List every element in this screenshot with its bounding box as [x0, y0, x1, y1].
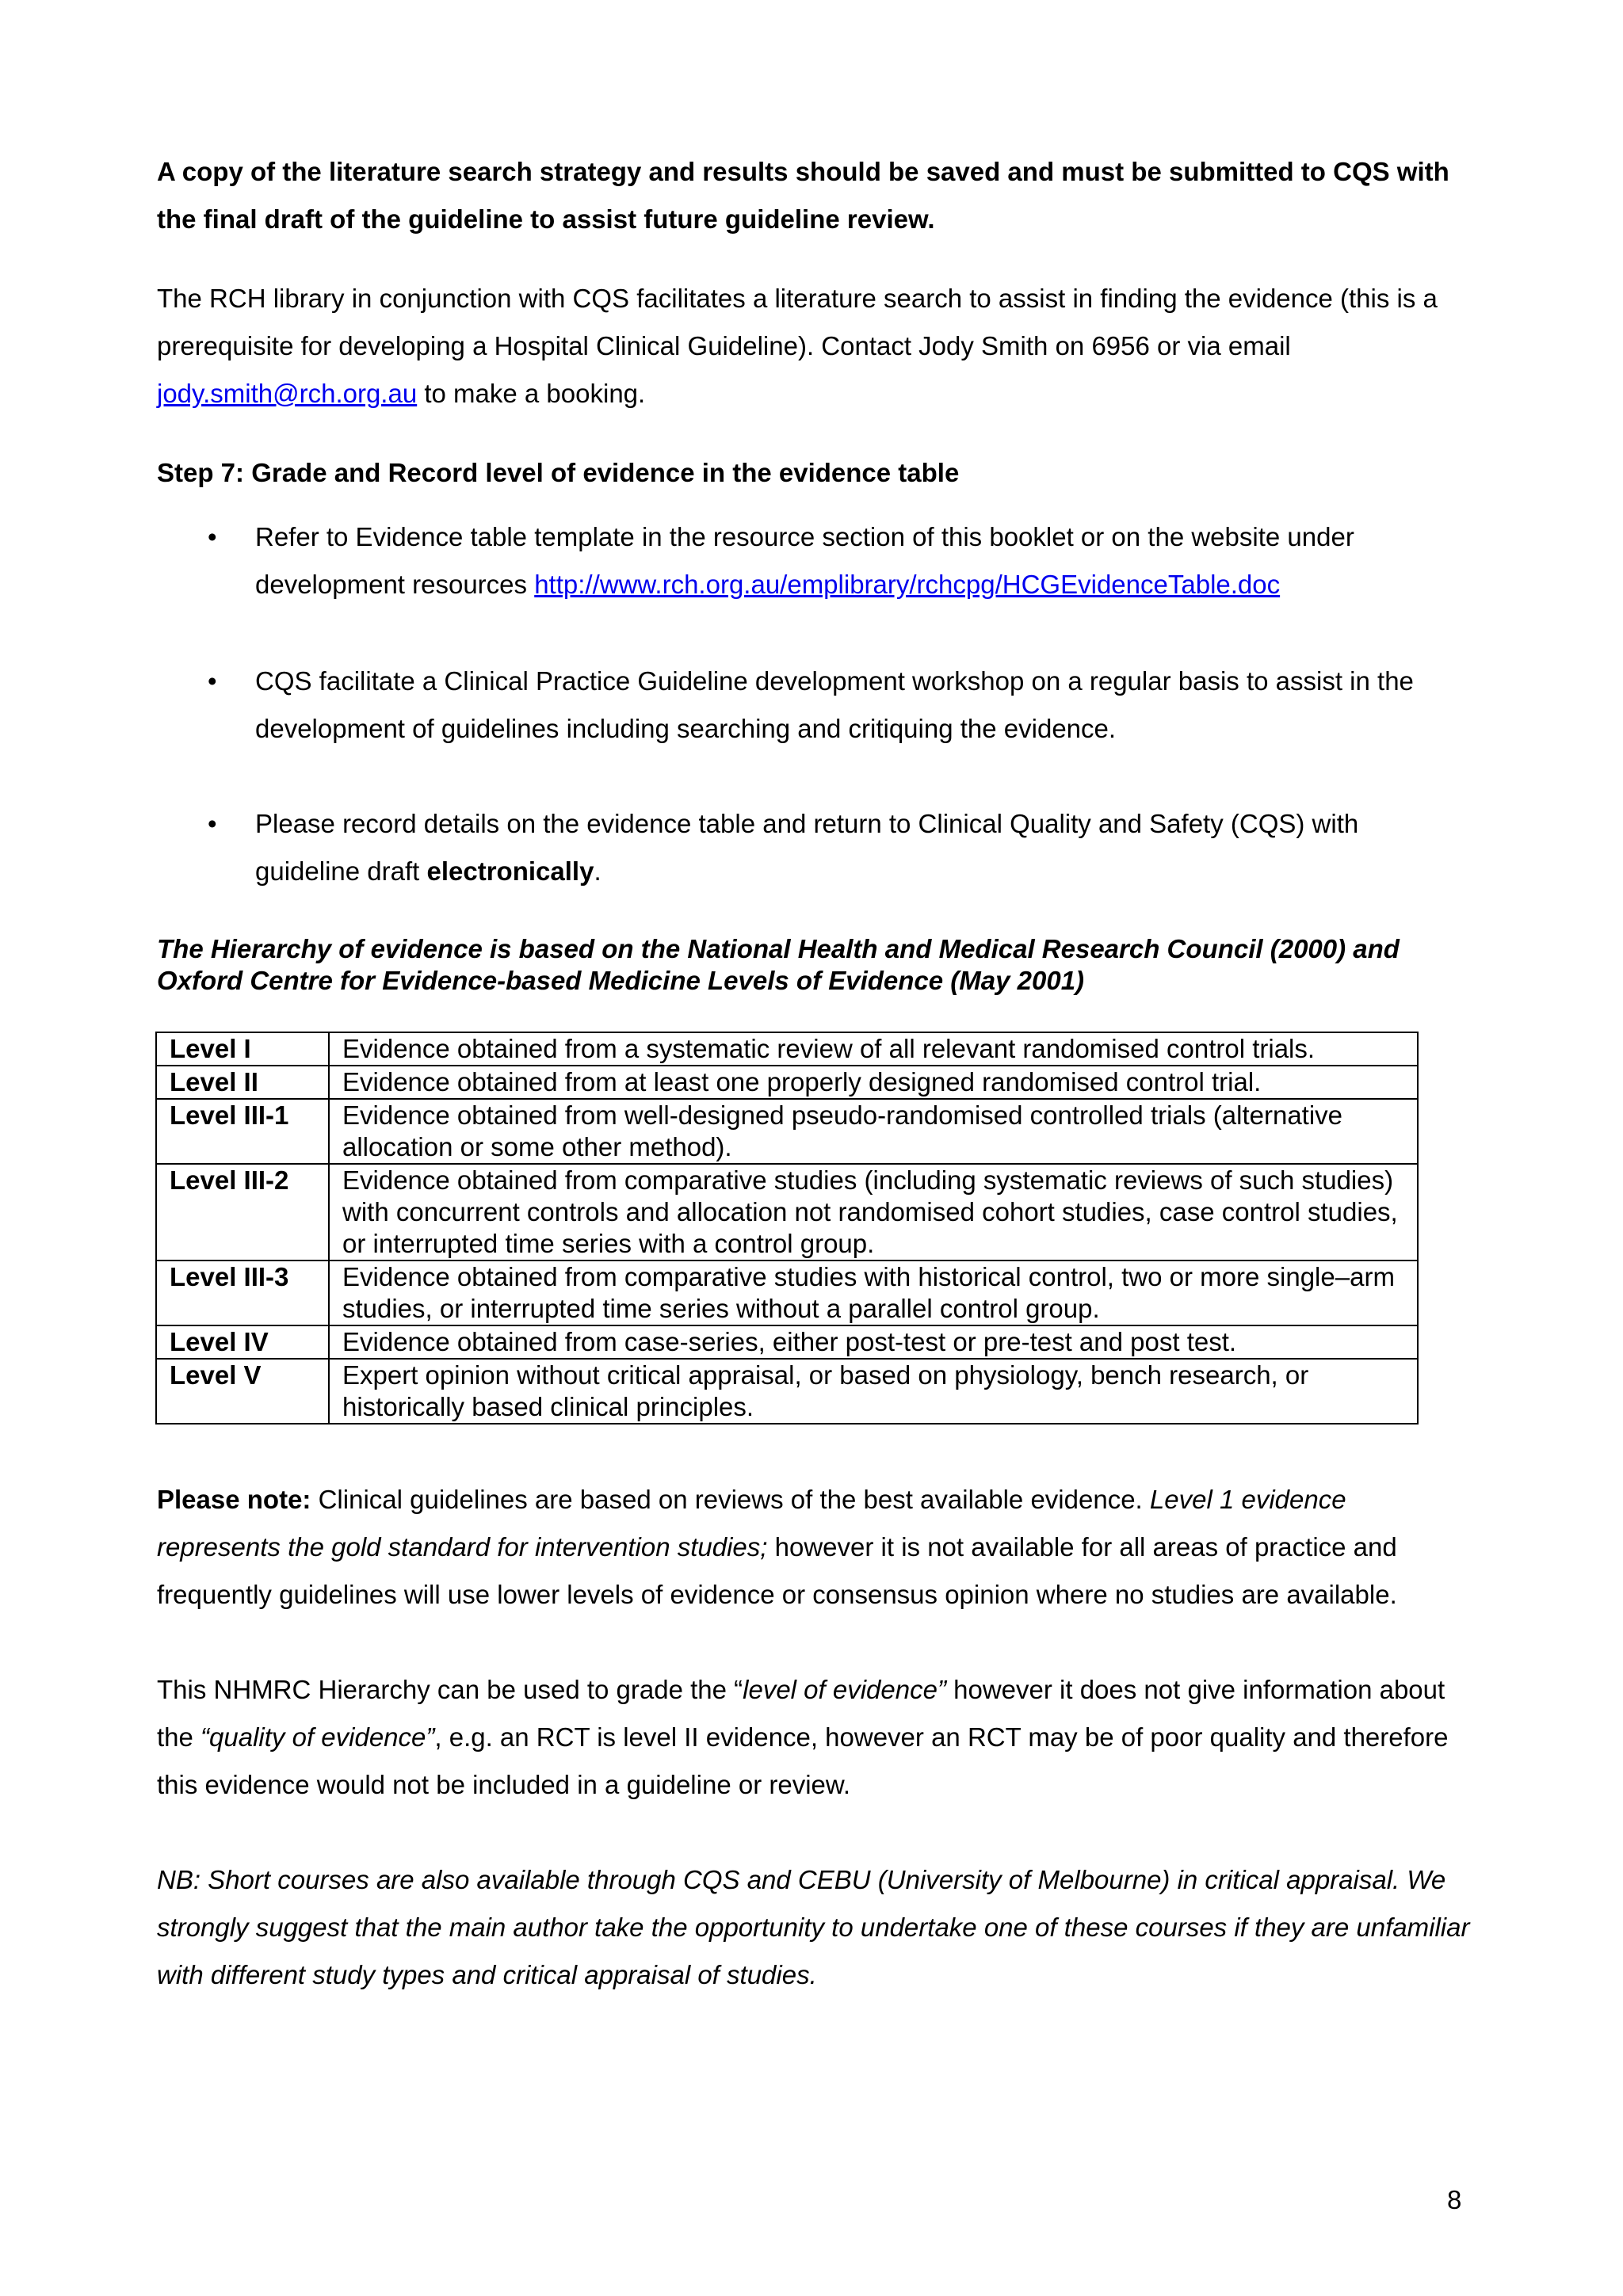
table-row — [156, 1164, 1418, 1261]
nb-paragraph: NB: Short courses are also available through CQS and CEBU (University of Melbourne) in critical appraisal. We strongly suggest that the main author take the opportunity to undertake one of these courses if they are unfamiliar with different study types and critical appraisal of studies. — [157, 1865, 1470, 1989]
bullet-icon: • — [208, 666, 217, 696]
bullet-3-bold: electronically — [426, 856, 594, 886]
description-cell: Evidence obtained from a systematic review of all relevant randomised control trials. — [329, 1032, 1418, 1066]
step7-heading: Step 7: Grade and Record level of evidence in the evidence table — [157, 458, 960, 487]
evidence-table-link[interactable]: http://www.rch.org.au/emplibrary/rchcpg/HCGEvidenceTable.doc — [534, 570, 1281, 599]
bullet-icon: • — [208, 522, 217, 551]
email-link[interactable]: jody.smith@rch.org.au — [157, 379, 418, 408]
level-cell: Level III-2 — [156, 1164, 329, 1261]
level-cell: Level II — [156, 1066, 329, 1099]
note-text: Clinical guidelines are based on reviews of the best available evidence. — [311, 1485, 1150, 1514]
description-cell: Evidence obtained from comparative studies with historical control, two or more single–arm studies, or interrupted time series without a parallel control group. — [329, 1261, 1418, 1325]
library-text-end: to make a booking. — [417, 379, 646, 408]
description-cell: Expert opinion without critical appraisal, or based on physiology, bench research, or historically based clinical principles. — [329, 1359, 1418, 1424]
description-cell: Evidence obtained from well-designed pseudo-randomised controlled trials (alternative allocation or some other method). — [329, 1099, 1418, 1164]
library-paragraph — [157, 275, 1472, 418]
bullet-icon: • — [208, 809, 217, 838]
table-row — [156, 1066, 1418, 1099]
level-cell: Level I — [156, 1032, 329, 1066]
level-cell: Level III-3 — [156, 1261, 329, 1325]
nhmrc-italic-1: level of evidence” — [743, 1675, 946, 1704]
page-number: 8 — [1447, 2185, 1462, 2214]
nhmrc-italic-2: “quality of evidence” — [200, 1722, 435, 1752]
bullet-3-text: Please record details on the evidence table and return to Clinical Quality and Safety (CQS) with guideline draft — [255, 809, 1359, 886]
table-row — [156, 1325, 1418, 1359]
hierarchy-heading: The Hierarchy of evidence is based on the National Health and Medical Research Council (2000) and Oxford Centre for Evidence-based Medicine Levels of Evidence (May 2001) — [157, 934, 1400, 995]
bullet-record-details — [255, 800, 1468, 895]
level-cell: Level V — [156, 1359, 329, 1424]
table-row — [156, 1099, 1418, 1164]
table-row — [156, 1261, 1418, 1325]
table-row — [156, 1032, 1418, 1066]
evidence-levels-table — [155, 1032, 1419, 1425]
description-cell: Evidence obtained from case-series, either post-test or pre-test and post test. — [329, 1325, 1418, 1359]
bullet-1-text: Refer to Evidence table template in the resource section of this booklet or on the website under development resources — [255, 522, 1354, 599]
description-cell: Evidence obtained from at least one properly designed randomised control trial. — [329, 1066, 1418, 1099]
nhmrc-paragraph — [157, 1666, 1472, 1809]
please-note-label: Please note: — [157, 1485, 311, 1514]
level-cell: Level III-1 — [156, 1099, 329, 1164]
please-note-paragraph — [157, 1476, 1472, 1619]
description-cell: Evidence obtained from comparative studies (including systematic reviews of such studies) with concurrent controls and allocation not randomised cohort studies, case control studies, or interrupted time series with a control group. — [329, 1164, 1418, 1261]
bullet-workshop: CQS facilitate a Clinical Practice Guideline development workshop on a regular basis to assist in the development of guidelines including searching and critiquing the evidence. — [255, 666, 1414, 743]
nhmrc-text-1: This NHMRC Hierarchy can be used to grade the “ — [157, 1675, 743, 1704]
nhmrc-text-3: , e.g. an RCT is level II evidence, however an RCT may be of poor quality and therefore this evidence would not be included in a guideline or review. — [157, 1722, 1449, 1799]
intro-bold-paragraph: A copy of the literature search strategy and results should be saved and must be submitted to CQS with the final draft of the guideline to assist future guideline review. — [157, 157, 1449, 234]
note-italic: Level 1 evidence represents the gold standard for intervention studies; — [157, 1485, 1346, 1562]
note-text-end: however it is not available for all areas of practice and frequently guidelines will use lower levels of evidence or consensus opinion where no studies are available. — [157, 1532, 1397, 1609]
library-text: The RCH library in conjunction with CQS facilitates a literature search to assist in finding the evidence (this is a prerequisite for developing a Hospital Clinical Guideline). Contact Jody Smith on 6956 or via email — [157, 284, 1438, 360]
table-row — [156, 1359, 1418, 1424]
bullet-evidence-template — [255, 513, 1468, 608]
nhmrc-text-2: however it does not give information about the — [157, 1675, 1445, 1752]
bullet-3-end: . — [594, 856, 601, 886]
level-cell: Level IV — [156, 1325, 329, 1359]
